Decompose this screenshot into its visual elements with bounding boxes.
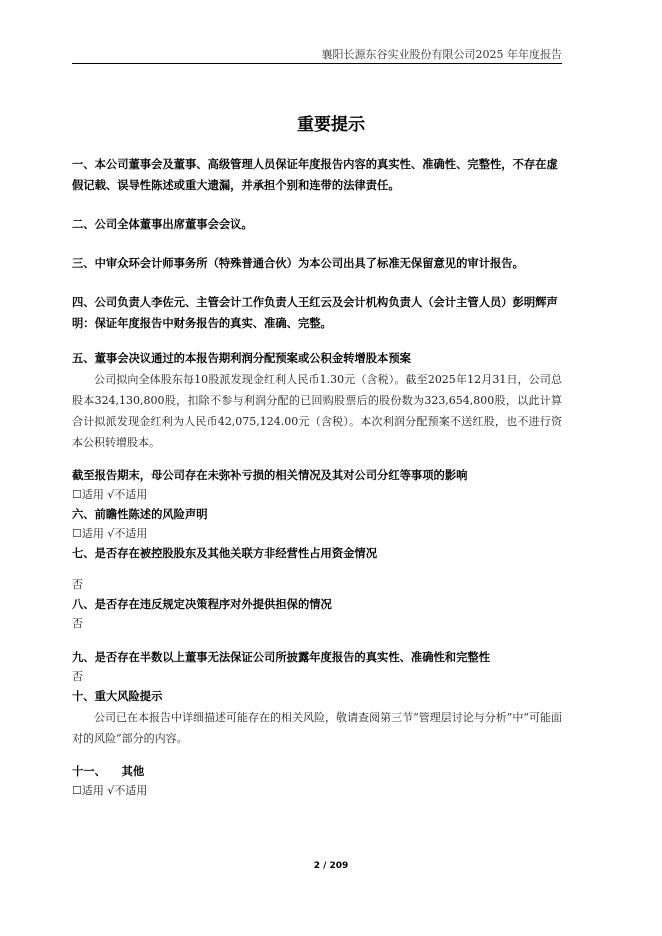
deficit-heading: 截至报告期末，母公司存在未弥补亏损的相关情况及其对公司分红等事项的影响 — [72, 469, 468, 482]
section-10-heading: 十、重大风险提示 — [72, 690, 163, 703]
header-rule — [72, 63, 562, 64]
section-6-heading: 六、前瞻性陈述的风险声明 — [72, 508, 208, 521]
section-3-statement: 三、中审众环会计师事务所（特殊普通合伙）为本公司出具了标准无保留意见的审计报告。 — [72, 257, 524, 270]
section-8-answer: 否 — [72, 617, 83, 630]
page-title: 重要提示 — [297, 115, 365, 135]
section-1-statement: 一、本公司董事会及董事、高级管理人员保证年度报告内容的真实性、准确性、完整性，不存在虚假记载、误导性陈述或重大遗漏，并承担个别和连带的法律责任。 — [72, 158, 558, 192]
running-header: 襄阳长源东谷实业股份有限公司2025 年年度报告 — [321, 48, 562, 61]
section-9-heading: 九、是否存在半数以上董事无法保证公司所披露年度报告的真实性、准确性和完整性 — [72, 651, 490, 664]
section-8-heading: 八、是否存在违反规定决策程序对外提供担保的情况 — [72, 598, 332, 611]
section-5-heading: 五、董事会决议通过的本报告期利润分配预案或公积金转增股本预案 — [72, 352, 411, 365]
section-5-body: 公司拟向全体股东每10股派发现金红利人民币1.30元（含税）。截至2025年12月31日，公司总股本324,130,800股，扣除不参与利润分配的已回购股票后的股份数为323,654,800股，以此计算合计拟派发现金红利为人民币42,075,124.00元（含税）。本次利润分配预案不送红股，也不进行资本公积转增股本。 — [72, 373, 562, 449]
section-11-heading: 十一、 其他 — [72, 765, 145, 778]
section-9-answer: 否 — [72, 670, 83, 683]
deficit-option: ☐适用 √不适用 — [72, 488, 148, 501]
page-number: 2 / 209 — [313, 861, 349, 871]
document-body — [72, 154, 562, 800]
section-11-option: ☐适用 √不适用 — [72, 784, 148, 797]
section-7-heading: 七、是否存在被控股股东及其他关联方非经营性占用资金情况 — [72, 547, 378, 560]
section-10-body: 公司已在本报告中详细描述可能存在的相关风险，敬请查阅第三节“管理层讨论与分析”中“可能面对的风险”部分的内容。 — [72, 711, 562, 745]
section-7-answer: 否 — [72, 578, 83, 591]
section-4-statement: 四、公司负责人李佐元、主管会计工作负责人王红云及会计机构负责人（会计主管人员）彭明辉声明：保证年度报告中财务报告的真实、准确、完整。 — [72, 296, 558, 330]
section-2-statement: 二、公司全体董事出席董事会会议。 — [72, 218, 253, 231]
section-6-option: ☐适用 √不适用 — [72, 527, 148, 540]
